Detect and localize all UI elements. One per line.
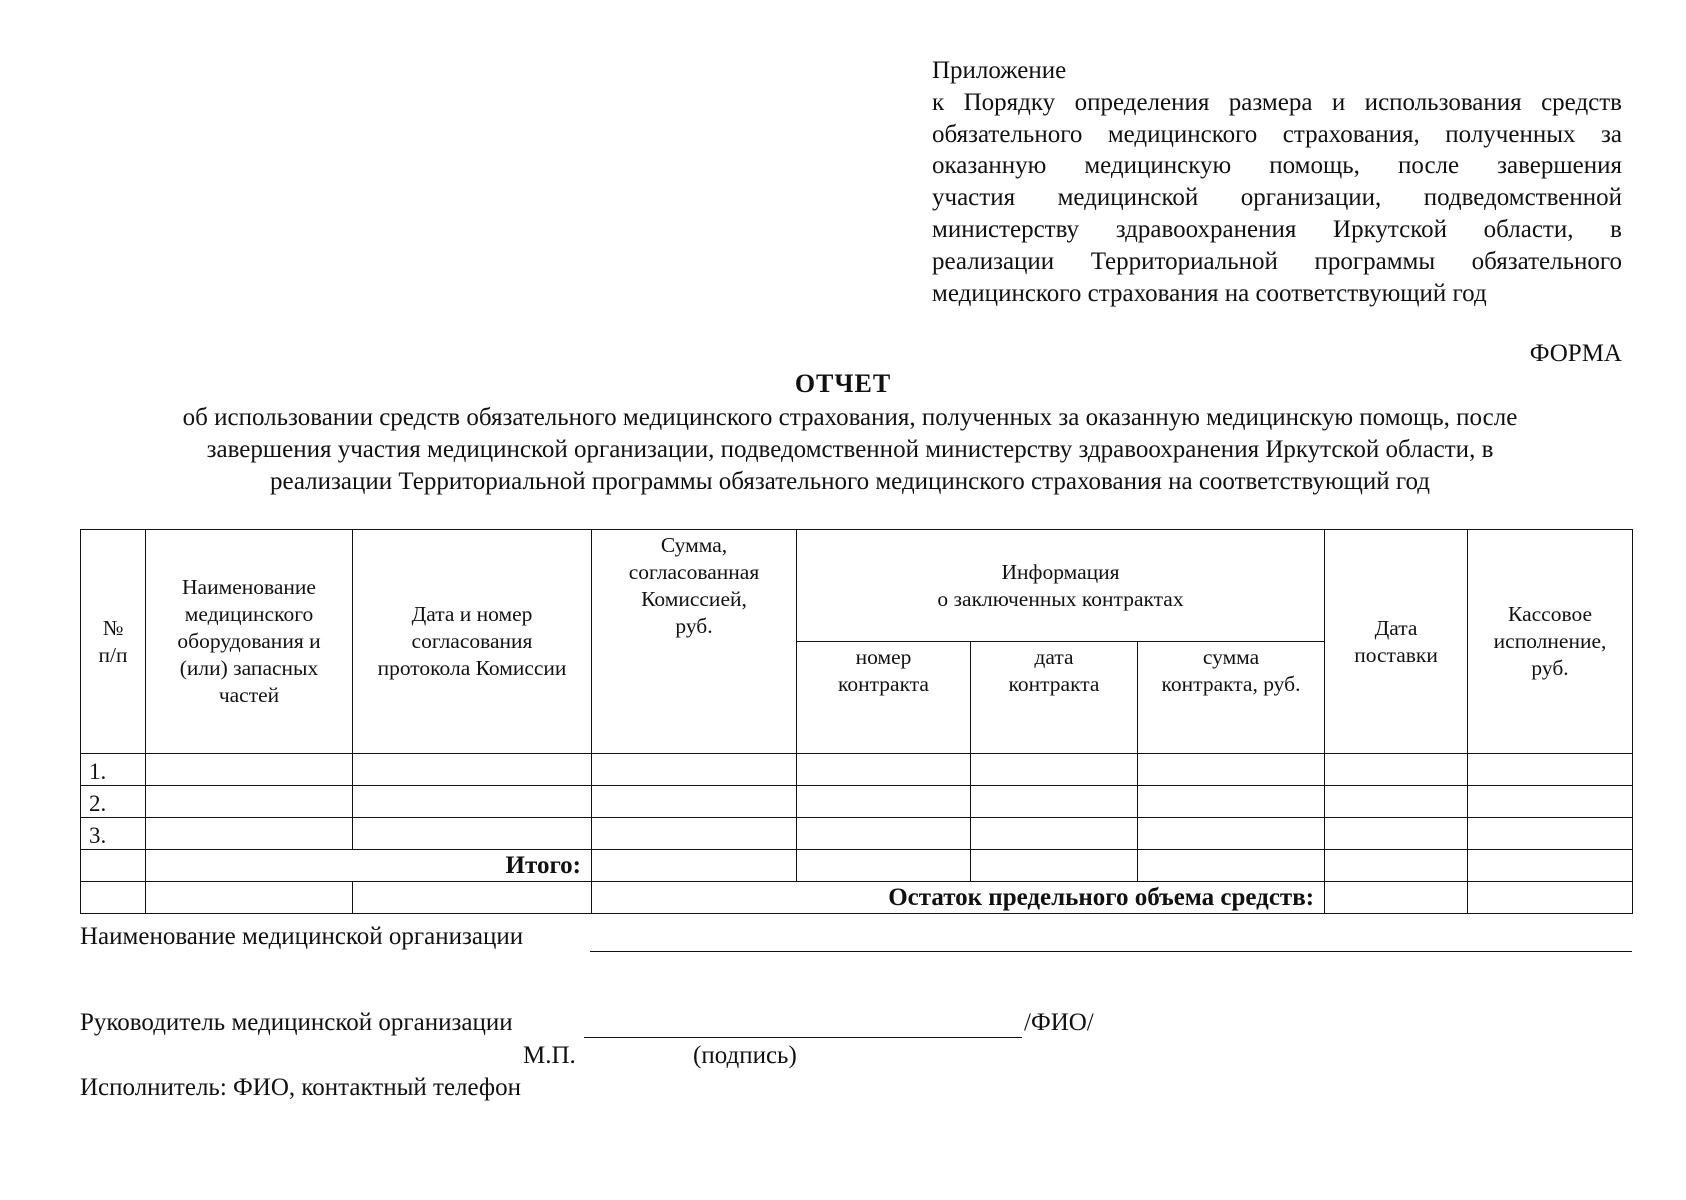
header-delivery-date: Дата поставки: [1325, 530, 1468, 754]
signature-field[interactable]: [584, 1009, 1022, 1038]
appendix-line: к Порядку определения размера и использования средств: [932, 88, 1622, 116]
report-table: [80, 529, 1633, 914]
table-cell[interactable]: [971, 818, 1138, 850]
org-name-field[interactable]: [590, 923, 1632, 952]
row-number: 3.: [81, 818, 146, 850]
table-cell[interactable]: [353, 786, 592, 818]
appendix-heading: Приложение: [932, 57, 1067, 84]
total-contract-sum-cell[interactable]: [1138, 850, 1325, 882]
table-cell: [146, 882, 353, 914]
table-cell[interactable]: [1325, 754, 1468, 786]
org-name-label: Наименование медицинской организации: [80, 923, 524, 950]
table-cell[interactable]: [1468, 818, 1633, 850]
table-cell[interactable]: [592, 818, 797, 850]
appendix-line: обязательного медицинского страхования, полученных за: [932, 120, 1622, 148]
header-num: № п/п: [81, 530, 146, 754]
remainder-label: Остаток предельного объема средств:: [592, 882, 1325, 914]
header-protocol: Дата и номер согласования протокола Комиссии: [353, 530, 592, 754]
appendix-line: реализации Территориальной программы обязательного: [932, 247, 1622, 275]
form-label: ФОРМА: [1529, 340, 1622, 367]
table-cell: [81, 882, 146, 914]
head-label: Руководитель медицинской организации: [80, 1009, 513, 1036]
table-cell[interactable]: [1468, 882, 1633, 914]
subtitle-line: реализации Территориальной программы обязательного медицинского страхования на соответствующий год: [269, 468, 1431, 495]
executor-label: Исполнитель: ФИО, контактный телефон: [80, 1074, 521, 1101]
total-sum-cell[interactable]: [592, 850, 797, 882]
table-cell[interactable]: [146, 754, 353, 786]
appendix-line: участия медицинской организации, подведомственной: [932, 184, 1622, 212]
header-contracts-group: Информация о заключенных контрактах: [797, 530, 1325, 642]
table-cell[interactable]: [1325, 818, 1468, 850]
table-cell[interactable]: [1468, 754, 1633, 786]
table-row: [81, 754, 1633, 786]
header-row: [81, 530, 1633, 642]
subtitle-line: об использовании средств обязательного медицинского страхования, полученных за оказанную медицинскую помощь, после: [182, 404, 1518, 431]
total-cash-cell[interactable]: [1468, 850, 1633, 882]
stamp-label: М.П.: [523, 1042, 576, 1069]
table-cell[interactable]: [146, 786, 353, 818]
table-cell[interactable]: [353, 754, 592, 786]
remainder-value-cell[interactable]: [1325, 882, 1468, 914]
table-cell[interactable]: [146, 818, 353, 850]
appendix-block: [932, 55, 1622, 309]
appendix-line: медицинского страхования на соответствующий год: [932, 279, 1487, 307]
table-cell[interactable]: [1325, 850, 1468, 882]
remainder-row: [81, 882, 1633, 914]
table-row: [81, 818, 1633, 850]
report-title: ОТЧЕТ: [794, 369, 892, 398]
row-number: 1.: [81, 754, 146, 786]
header-contract-sum: сумма контракта, руб.: [1138, 642, 1325, 754]
table-cell[interactable]: [797, 850, 971, 882]
header-sum: Сумма, согласованная Комиссией, руб.: [592, 530, 797, 754]
table-cell[interactable]: [353, 818, 592, 850]
table-cell[interactable]: [971, 850, 1138, 882]
table-cell[interactable]: [797, 754, 971, 786]
header-equipment: Наименование медицинского оборудования и (или) запасных частей: [146, 530, 353, 754]
table-row: [81, 786, 1633, 818]
header-cash-execution: Кассовое исполнение, руб.: [1468, 530, 1633, 754]
table-cell[interactable]: [592, 786, 797, 818]
table-cell[interactable]: [1138, 754, 1325, 786]
table-cell[interactable]: [971, 754, 1138, 786]
table-cell: [353, 882, 592, 914]
table-cell: [81, 850, 146, 882]
table-cell[interactable]: [797, 786, 971, 818]
table-cell[interactable]: [797, 818, 971, 850]
subtitle-line: завершения участия медицинской организации, подведомственной министерству здравоохранения Иркутской области, в: [206, 436, 1494, 463]
table-cell[interactable]: [1138, 786, 1325, 818]
table-cell[interactable]: [592, 754, 797, 786]
appendix-line: министерству здравоохранения Иркутской области, в: [932, 215, 1622, 243]
appendix-line: оказанную медицинскую помощь, после завершения: [932, 152, 1622, 180]
table-cell[interactable]: [1325, 786, 1468, 818]
total-label: Итого:: [146, 850, 592, 882]
report-subtitle: [80, 402, 1620, 498]
table-cell[interactable]: [1468, 786, 1633, 818]
fio-label: /ФИО/: [1024, 1009, 1094, 1036]
table-cell[interactable]: [1138, 818, 1325, 850]
header-contract-number: номер контракта: [797, 642, 971, 754]
header-contract-date: дата контракта: [971, 642, 1138, 754]
row-number: 2.: [81, 786, 146, 818]
signature-caption: (подпись): [693, 1042, 797, 1069]
total-row: [81, 850, 1633, 882]
table-cell[interactable]: [971, 786, 1138, 818]
